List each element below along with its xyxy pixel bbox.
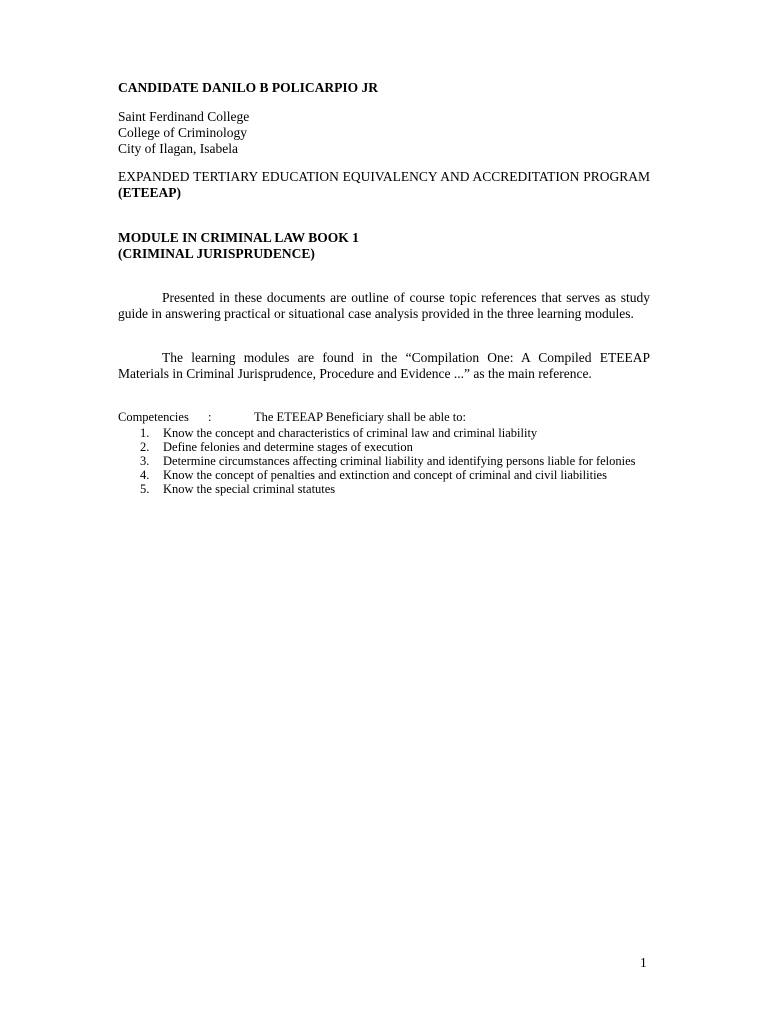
program-title <box>118 169 650 201</box>
item-number: 5. <box>140 482 150 496</box>
module-heading <box>118 230 650 262</box>
competencies-intro: The ETEEAP Beneficiary shall be able to: <box>254 410 466 424</box>
competencies-header <box>118 410 650 424</box>
competencies-list <box>118 426 650 496</box>
candidate-name: CANDIDATE DANILO B POLICARPIO JR <box>118 80 379 95</box>
program-text: EXPANDED TERTIARY EDUCATION EQUIVALENCY AND ACCREDITATION PROGRAM <box>118 169 650 184</box>
competencies-colon: : <box>208 410 212 424</box>
competency-item <box>118 454 650 468</box>
item-number: 4. <box>140 468 150 482</box>
college-name: College of Criminology <box>118 125 247 140</box>
item-text: Define felonies and determine stages of execution <box>163 440 413 454</box>
school-name: Saint Ferdinand College <box>118 109 250 124</box>
competencies-label: Competencies <box>118 410 189 424</box>
item-number: 1. <box>140 426 150 440</box>
intro-paragraph: Presented in these documents are outline of course topic references that serves as study guide in answering practical or situational case analysis provided in the three learning modules. <box>118 290 650 321</box>
item-text: Know the special criminal statutes <box>163 482 336 496</box>
item-text: Know the concept and characteristics of criminal law and criminal liability <box>163 426 538 440</box>
competency-item <box>118 440 650 454</box>
module-subtitle: (CRIMINAL JURISPRUDENCE) <box>118 246 315 261</box>
item-text: Know the concept of penalties and extinction and concept of criminal and civil liabilities <box>163 468 607 482</box>
reference-paragraph: The learning modules are found in the “Compilation One: A Compiled ETEEAP Materials in Criminal Jurisprudence, Procedure and Evidence ...” as the main reference. <box>118 350 650 381</box>
item-text: Determine circumstances affecting criminal liability and identifying persons liable for felonies <box>163 454 636 468</box>
module-title: MODULE IN CRIMINAL LAW BOOK 1 <box>118 230 359 245</box>
page-number: 1 <box>640 955 647 970</box>
competency-item <box>118 426 650 440</box>
competency-item <box>118 482 650 496</box>
program-acronym: (ETEEAP) <box>118 185 182 200</box>
item-number: 2. <box>140 440 150 454</box>
school-block <box>118 109 650 157</box>
document-page <box>118 0 650 1024</box>
school-location: City of Ilagan, Isabela <box>118 141 238 156</box>
item-number: 3. <box>140 454 150 468</box>
competency-item <box>118 468 650 482</box>
